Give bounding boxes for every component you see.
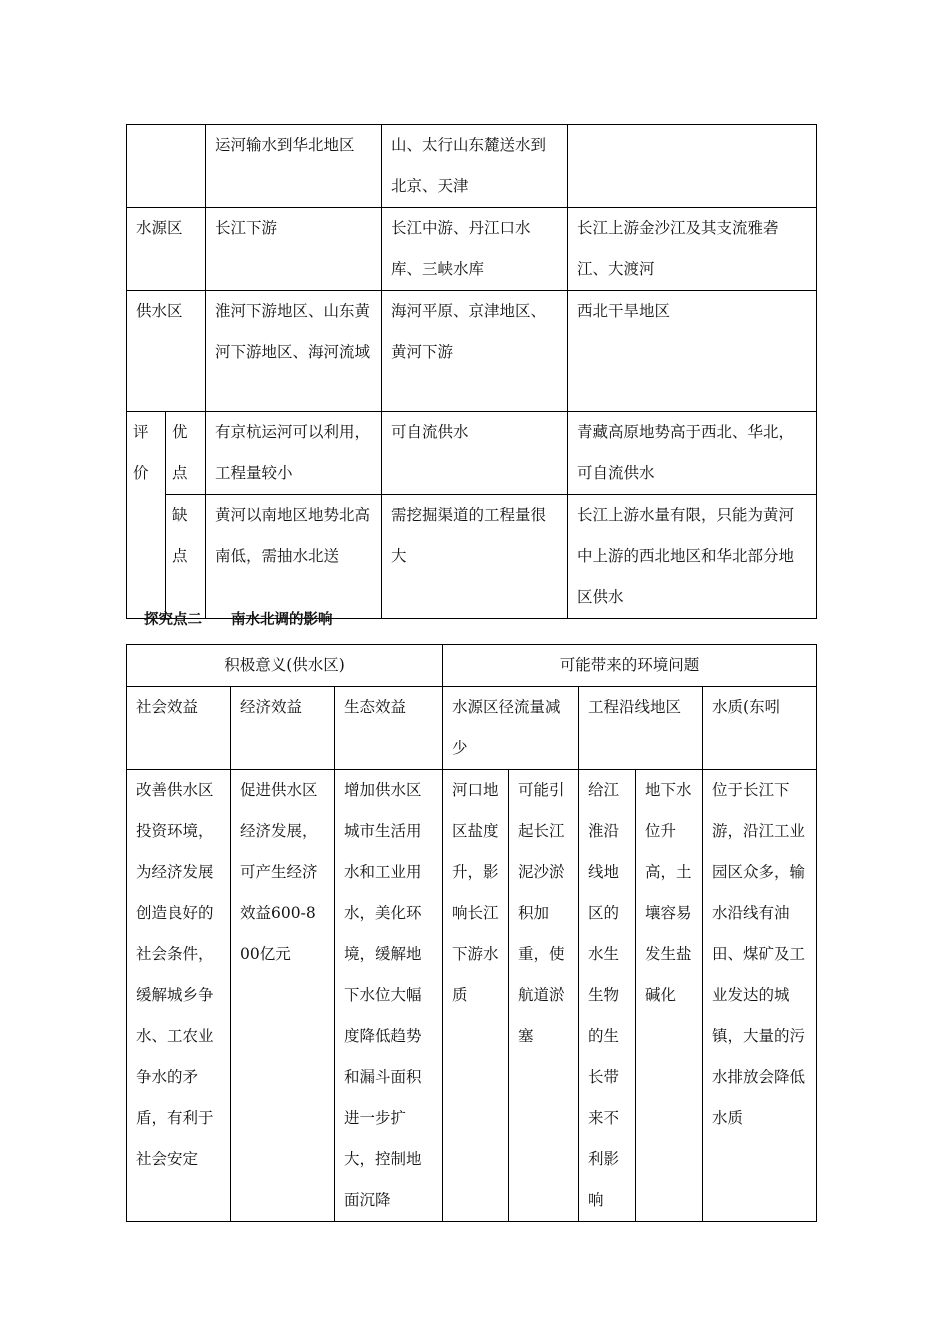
advantage-middle: 可自流供水 [382,412,568,495]
table-row [127,291,817,412]
environmental-problems-header: 可能带来的环境问题 [443,645,817,687]
supply-area-label: 供水区 [127,291,206,412]
impact-table [126,644,817,1222]
advantage-west: 青藏高原地势高于西北、华北，可自流供水 [568,412,817,495]
source-runoff-header: 水源区径流量减少 [443,687,579,770]
supply-area-middle: 海河平原、京津地区、黄河下游 [382,291,568,412]
aquatic-ecology-cell: 给江淮沿线地区的水生生物的生长带来不利影响 [579,770,636,1222]
water-source-west: 长江上游金沙江及其支流雅砻江、大渡河 [568,208,817,291]
estuary-salinity-cell: 河口地区盐度升，影响长江下游水质 [443,770,509,1222]
social-benefit-cell: 改善供水区投资环境，为经济发展创造良好的社会条件，缓解城乡争水、工农业争水的矛盾，有利于社会安定 [127,770,231,1222]
supply-area-east: 淮河下游地区、山东黄河下游地区、海河流域 [206,291,382,412]
table-subheader-row [127,687,817,770]
west-route-cell [568,125,817,208]
disadvantage-label: 缺点 [166,495,206,619]
groundwater-cell: 地下水位升高，土壤容易发生盐碱化 [636,770,703,1222]
supply-area-west: 西北干旱地区 [568,291,817,412]
silt-deposition-cell: 可能引起长江泥沙淤积加重，使航道淤塞 [509,770,579,1222]
table-header-row [127,645,817,687]
ecological-benefit-cell: 增加供水区城市生活用水和工业用水，美化环境，缓解地下水位大幅度降低趋势和漏斗面积进一步扩大，控制地面沉降 [335,770,443,1222]
social-benefit-header: 社会效益 [127,687,231,770]
water-diversion-routes-table [126,124,817,619]
economic-benefit-header: 经济效益 [231,687,335,770]
east-route-cell: 运河输水到华北地区 [206,125,382,208]
table-row [127,208,817,291]
table-row [127,495,817,619]
along-line-header: 工程沿线地区 [579,687,703,770]
economic-benefit-cell: 促进供水区经济发展，可产生经济效益600-800亿元 [231,770,335,1222]
disadvantage-east: 黄河以南地区地势北高南低，需抽水北送 [206,495,382,619]
row-label-cell [127,125,206,208]
table-row [127,770,817,1222]
table-row [127,412,817,495]
positive-significance-header: 积极意义(供水区) [127,645,443,687]
evaluation-label: 评价 [127,412,166,619]
water-source-east: 长江下游 [206,208,382,291]
water-source-label: 水源区 [127,208,206,291]
water-source-middle: 长江中游、丹江口水库、三峡水库 [382,208,568,291]
advantage-east: 有京杭运河可以利用，工程量较小 [206,412,382,495]
section-heading: 探究点二 南水北调的影响 [144,612,333,628]
table-row [127,125,817,208]
middle-route-cell: 山、太行山东麓送水到北京、天津 [382,125,568,208]
water-quality-header: 水质(东吲 [703,687,817,770]
disadvantage-west: 长江上游水量有限，只能为黄河中上游的西北地区和华北部分地区供水 [568,495,817,619]
ecological-benefit-header: 生态效益 [335,687,443,770]
water-quality-cell: 位于长江下游，沿江工业园区众多，输水沿线有油田、煤矿及工业发达的城镇，大量的污水排放会降低水质 [703,770,817,1222]
advantage-label: 优点 [166,412,206,495]
disadvantage-middle: 需挖掘渠道的工程量很大 [382,495,568,619]
